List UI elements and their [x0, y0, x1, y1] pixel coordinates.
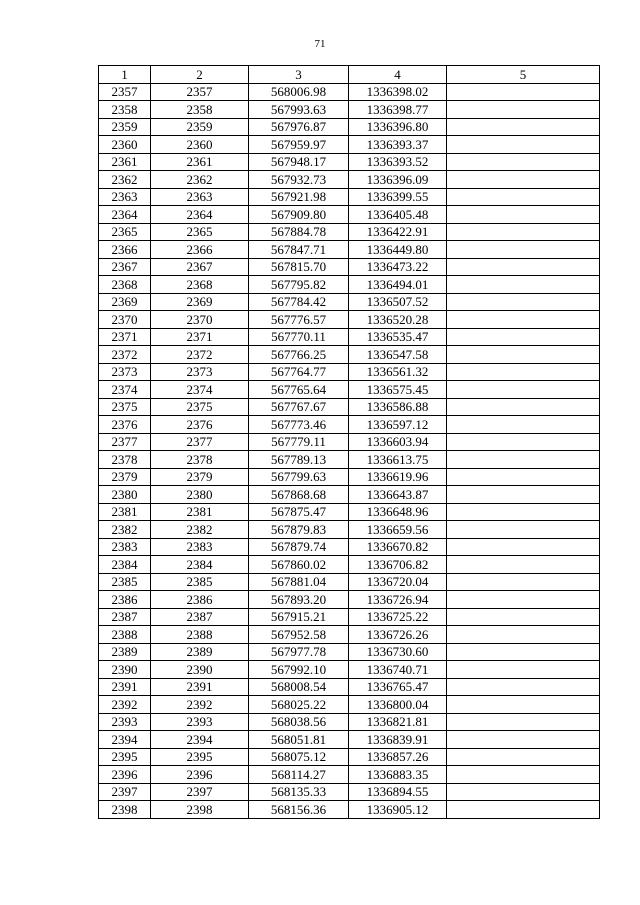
table-cell-col-5: [447, 713, 600, 731]
table-cell-col-2: 2398: [151, 801, 249, 819]
table-cell-col-3: 567879.74: [249, 538, 349, 556]
table-cell-col-5: [447, 486, 600, 504]
table-cell-col-2: 2368: [151, 276, 249, 294]
table-row: [99, 766, 600, 784]
table-cell-col-1: 2374: [99, 381, 151, 399]
table-row: [99, 573, 600, 591]
table-cell-col-4: 1336857.26: [349, 748, 447, 766]
table-cell-col-3: 567884.78: [249, 223, 349, 241]
table-cell-col-2: 2390: [151, 661, 249, 679]
table-cell-col-2: 2378: [151, 451, 249, 469]
table-cell-col-2: 2359: [151, 118, 249, 136]
table-cell-col-4: 1336883.35: [349, 766, 447, 784]
table-row: [99, 783, 600, 801]
table-cell-col-1: 2369: [99, 293, 151, 311]
table-row: [99, 591, 600, 609]
table-cell-col-2: 2362: [151, 171, 249, 189]
table-cell-col-1: 2397: [99, 783, 151, 801]
table-cell-col-2: 2396: [151, 766, 249, 784]
table-cell-col-1: 2391: [99, 678, 151, 696]
table-cell-col-4: 1336670.82: [349, 538, 447, 556]
table-cell-col-1: 2361: [99, 153, 151, 171]
table-row: [99, 521, 600, 539]
table-cell-col-5: [447, 311, 600, 329]
table-cell-col-2: 2387: [151, 608, 249, 626]
table-row: [99, 678, 600, 696]
table-row: [99, 556, 600, 574]
table-cell-col-2: 2391: [151, 678, 249, 696]
table-cell-col-5: [447, 468, 600, 486]
table-cell-col-1: 2378: [99, 451, 151, 469]
table-cell-col-1: 2393: [99, 713, 151, 731]
table-cell-col-1: 2395: [99, 748, 151, 766]
table-cell-col-2: 2367: [151, 258, 249, 276]
table-cell-col-2: 2384: [151, 556, 249, 574]
table-cell-col-3: 567976.87: [249, 118, 349, 136]
table-cell-col-2: 2380: [151, 486, 249, 504]
table-cell-col-1: 2370: [99, 311, 151, 329]
table-cell-col-3: 567915.21: [249, 608, 349, 626]
table-cell-col-2: 2397: [151, 783, 249, 801]
table-cell-col-3: 567784.42: [249, 293, 349, 311]
table-cell-col-2: 2374: [151, 381, 249, 399]
table-cell-col-4: 1336398.77: [349, 101, 447, 119]
table-cell-col-5: [447, 591, 600, 609]
table-cell-col-4: 1336765.47: [349, 678, 447, 696]
table-cell-col-3: 567977.78: [249, 643, 349, 661]
table-cell-col-3: 568051.81: [249, 731, 349, 749]
table-cell-col-5: [447, 398, 600, 416]
table-cell-col-1: 2364: [99, 206, 151, 224]
table-cell-col-2: 2394: [151, 731, 249, 749]
table-cell-col-5: [447, 136, 600, 154]
header-cell-5: 5: [447, 66, 600, 84]
table-cell-col-2: 2375: [151, 398, 249, 416]
table-cell-col-1: 2388: [99, 626, 151, 644]
table-cell-col-1: 2375: [99, 398, 151, 416]
table-cell-col-5: [447, 731, 600, 749]
table-cell-col-3: 568025.22: [249, 696, 349, 714]
table-cell-col-1: 2398: [99, 801, 151, 819]
table-cell-col-4: 1336613.75: [349, 451, 447, 469]
table-cell-col-2: 2382: [151, 521, 249, 539]
table-cell-col-3: 568135.33: [249, 783, 349, 801]
table-row: [99, 101, 600, 119]
table-cell-col-1: 2367: [99, 258, 151, 276]
table-cell-col-4: 1336520.28: [349, 311, 447, 329]
table-cell-col-4: 1336422.91: [349, 223, 447, 241]
table-cell-col-1: 2381: [99, 503, 151, 521]
table-cell-col-4: 1336839.91: [349, 731, 447, 749]
table-cell-col-1: 2366: [99, 241, 151, 259]
table-cell-col-2: 2371: [151, 328, 249, 346]
table-row: [99, 136, 600, 154]
table-cell-col-1: 2368: [99, 276, 151, 294]
table-cell-col-3: 567875.47: [249, 503, 349, 521]
table-row: [99, 241, 600, 259]
table-cell-col-4: 1336730.60: [349, 643, 447, 661]
table-cell-col-4: 1336586.88: [349, 398, 447, 416]
table-cell-col-1: 2389: [99, 643, 151, 661]
table-cell-col-4: 1336547.58: [349, 346, 447, 364]
table-cell-col-4: 1336535.47: [349, 328, 447, 346]
table-cell-col-5: [447, 433, 600, 451]
table-cell-col-1: 2376: [99, 416, 151, 434]
table-cell-col-5: [447, 573, 600, 591]
table-row: [99, 363, 600, 381]
table-cell-col-3: 567909.80: [249, 206, 349, 224]
table-row: [99, 118, 600, 136]
table-cell-col-5: [447, 696, 600, 714]
table-row: [99, 416, 600, 434]
table-cell-col-5: [447, 748, 600, 766]
table-cell-col-5: [447, 101, 600, 119]
table-cell-col-4: 1336726.94: [349, 591, 447, 609]
table-cell-col-3: 567893.20: [249, 591, 349, 609]
table-cell-col-1: 2386: [99, 591, 151, 609]
table-cell-col-4: 1336597.12: [349, 416, 447, 434]
table-cell-col-3: 567948.17: [249, 153, 349, 171]
table-cell-col-4: 1336720.04: [349, 573, 447, 591]
table-cell-col-4: 1336619.96: [349, 468, 447, 486]
table-cell-col-2: 2370: [151, 311, 249, 329]
table-cell-col-1: 2362: [99, 171, 151, 189]
table-row: [99, 451, 600, 469]
table-cell-col-2: 2381: [151, 503, 249, 521]
header-cell-3: 3: [249, 66, 349, 84]
table-cell-col-4: 1336494.01: [349, 276, 447, 294]
table-body: [99, 83, 600, 818]
table-cell-col-2: 2377: [151, 433, 249, 451]
table-row: [99, 188, 600, 206]
table-cell-col-2: 2357: [151, 83, 249, 101]
table-cell-col-4: 1336648.96: [349, 503, 447, 521]
table-cell-col-5: [447, 678, 600, 696]
table-row: [99, 468, 600, 486]
table-cell-col-1: 2373: [99, 363, 151, 381]
table-cell-col-4: 1336575.45: [349, 381, 447, 399]
table-cell-col-4: 1336643.87: [349, 486, 447, 504]
header-cell-1: 1: [99, 66, 151, 84]
table-row: [99, 83, 600, 101]
table-cell-col-3: 567766.25: [249, 346, 349, 364]
table-cell-col-2: 2379: [151, 468, 249, 486]
table-cell-col-5: [447, 223, 600, 241]
table-row: [99, 311, 600, 329]
table-cell-col-5: [447, 783, 600, 801]
table-cell-col-4: 1336399.55: [349, 188, 447, 206]
table-row: [99, 661, 600, 679]
table-cell-col-2: 2389: [151, 643, 249, 661]
header-cell-4: 4: [349, 66, 447, 84]
table-cell-col-3: 567881.04: [249, 573, 349, 591]
table-row: [99, 696, 600, 714]
table-cell-col-2: 2361: [151, 153, 249, 171]
table-cell-col-2: 2372: [151, 346, 249, 364]
table-cell-col-3: 567993.63: [249, 101, 349, 119]
table-row: [99, 153, 600, 171]
table-cell-col-5: [447, 643, 600, 661]
table-row: [99, 381, 600, 399]
page-number: 71: [314, 38, 326, 50]
table-row: [99, 346, 600, 364]
table-cell-col-5: [447, 521, 600, 539]
table-cell-col-2: 2392: [151, 696, 249, 714]
table-cell-col-5: [447, 346, 600, 364]
table-header-row: [99, 66, 600, 84]
table-cell-col-2: 2364: [151, 206, 249, 224]
table-row: [99, 223, 600, 241]
table-cell-col-5: [447, 661, 600, 679]
table-cell-col-2: 2386: [151, 591, 249, 609]
table-cell-col-5: [447, 188, 600, 206]
table-cell-col-2: 2373: [151, 363, 249, 381]
table-row: [99, 731, 600, 749]
table-cell-col-3: 568038.56: [249, 713, 349, 731]
table-cell-col-4: 1336725.22: [349, 608, 447, 626]
table-cell-col-4: 1336894.55: [349, 783, 447, 801]
table-row: [99, 503, 600, 521]
table-cell-col-5: [447, 206, 600, 224]
table-cell-col-4: 1336393.52: [349, 153, 447, 171]
table-cell-col-2: 2385: [151, 573, 249, 591]
table-cell-col-1: 2383: [99, 538, 151, 556]
table-row: [99, 433, 600, 451]
table-cell-col-1: 2396: [99, 766, 151, 784]
table-cell-col-1: 2357: [99, 83, 151, 101]
table-cell-col-4: 1336603.94: [349, 433, 447, 451]
table-row: [99, 398, 600, 416]
table-cell-col-5: [447, 626, 600, 644]
table-row: [99, 258, 600, 276]
table-cell-col-3: 567879.83: [249, 521, 349, 539]
table-cell-col-4: 1336405.48: [349, 206, 447, 224]
table-cell-col-5: [447, 381, 600, 399]
table-cell-col-5: [447, 416, 600, 434]
table-cell-col-5: [447, 503, 600, 521]
table-cell-col-3: 567959.97: [249, 136, 349, 154]
table-row: [99, 276, 600, 294]
table-cell-col-1: 2384: [99, 556, 151, 574]
table-cell-col-1: 2392: [99, 696, 151, 714]
table-row: [99, 626, 600, 644]
table-cell-col-3: 568114.27: [249, 766, 349, 784]
table-cell-col-3: 568075.12: [249, 748, 349, 766]
table-cell-col-3: 567764.77: [249, 363, 349, 381]
table-cell-col-1: 2387: [99, 608, 151, 626]
table-cell-col-5: [447, 451, 600, 469]
table-cell-col-5: [447, 328, 600, 346]
table-cell-col-1: 2390: [99, 661, 151, 679]
table-cell-col-3: 567868.68: [249, 486, 349, 504]
table-row: [99, 748, 600, 766]
table-cell-col-3: 567789.13: [249, 451, 349, 469]
table-cell-col-4: 1336561.32: [349, 363, 447, 381]
table-cell-col-1: 2363: [99, 188, 151, 206]
table-cell-col-5: [447, 363, 600, 381]
table-cell-col-5: [447, 83, 600, 101]
table-cell-col-3: 567795.82: [249, 276, 349, 294]
header-cell-2: 2: [151, 66, 249, 84]
table-cell-col-4: 1336396.09: [349, 171, 447, 189]
table-cell-col-2: 2363: [151, 188, 249, 206]
table-cell-col-1: 2372: [99, 346, 151, 364]
table-cell-col-5: [447, 608, 600, 626]
table-cell-col-5: [447, 766, 600, 784]
table-cell-col-3: 567765.64: [249, 381, 349, 399]
table-cell-col-5: [447, 293, 600, 311]
table-cell-col-2: 2365: [151, 223, 249, 241]
table-cell-col-5: [447, 171, 600, 189]
table-cell-col-4: 1336706.82: [349, 556, 447, 574]
table-cell-col-1: 2377: [99, 433, 151, 451]
table-cell-col-4: 1336473.22: [349, 258, 447, 276]
table-cell-col-1: 2382: [99, 521, 151, 539]
table-cell-col-2: 2366: [151, 241, 249, 259]
table-cell-col-2: 2388: [151, 626, 249, 644]
table-cell-col-1: 2371: [99, 328, 151, 346]
table-cell-col-3: 568156.36: [249, 801, 349, 819]
table-row: [99, 171, 600, 189]
table-cell-col-5: [447, 538, 600, 556]
table-cell-col-4: 1336800.04: [349, 696, 447, 714]
table-row: [99, 486, 600, 504]
table-cell-col-2: 2360: [151, 136, 249, 154]
table-cell-col-4: 1336659.56: [349, 521, 447, 539]
table-cell-col-2: 2376: [151, 416, 249, 434]
table-cell-col-1: 2365: [99, 223, 151, 241]
table-cell-col-3: 567921.98: [249, 188, 349, 206]
table-cell-col-1: 2385: [99, 573, 151, 591]
table-row: [99, 206, 600, 224]
table-cell-col-1: 2394: [99, 731, 151, 749]
table-cell-col-4: 1336821.81: [349, 713, 447, 731]
table-cell-col-4: 1336398.02: [349, 83, 447, 101]
table-cell-col-3: 567770.11: [249, 328, 349, 346]
table-cell-col-4: 1336726.26: [349, 626, 447, 644]
table-row: [99, 608, 600, 626]
table-cell-col-4: 1336740.71: [349, 661, 447, 679]
table-cell-col-2: 2395: [151, 748, 249, 766]
table-cell-col-2: 2393: [151, 713, 249, 731]
table-cell-col-3: 567779.11: [249, 433, 349, 451]
table-row: [99, 713, 600, 731]
table-cell-col-3: 567773.46: [249, 416, 349, 434]
table-cell-col-2: 2369: [151, 293, 249, 311]
table-cell-col-4: 1336449.80: [349, 241, 447, 259]
table-cell-col-3: 567799.63: [249, 468, 349, 486]
table-row: [99, 801, 600, 819]
table-cell-col-5: [447, 556, 600, 574]
table-cell-col-4: 1336396.80: [349, 118, 447, 136]
table-cell-col-1: 2358: [99, 101, 151, 119]
coordinates-table: [98, 65, 600, 819]
table-row: [99, 328, 600, 346]
table-cell-col-2: 2383: [151, 538, 249, 556]
table-cell-col-1: 2359: [99, 118, 151, 136]
table-cell-col-5: [447, 241, 600, 259]
table-cell-col-3: 568006.98: [249, 83, 349, 101]
table-cell-col-3: 568008.54: [249, 678, 349, 696]
table-cell-col-5: [447, 258, 600, 276]
table-cell-col-5: [447, 118, 600, 136]
table-cell-col-3: 567860.02: [249, 556, 349, 574]
table-cell-col-5: [447, 801, 600, 819]
table-cell-col-1: 2380: [99, 486, 151, 504]
table-row: [99, 538, 600, 556]
table-cell-col-4: 1336393.37: [349, 136, 447, 154]
table-cell-col-3: 567815.70: [249, 258, 349, 276]
table-cell-col-4: 1336905.12: [349, 801, 447, 819]
table-row: [99, 293, 600, 311]
table-cell-col-3: 567776.57: [249, 311, 349, 329]
table-cell-col-4: 1336507.52: [349, 293, 447, 311]
table-cell-col-3: 567767.67: [249, 398, 349, 416]
table-cell-col-3: 567952.58: [249, 626, 349, 644]
table-cell-col-3: 567992.10: [249, 661, 349, 679]
table-row: [99, 643, 600, 661]
table-cell-col-5: [447, 276, 600, 294]
table-cell-col-1: 2379: [99, 468, 151, 486]
table-cell-col-3: 567847.71: [249, 241, 349, 259]
table-cell-col-1: 2360: [99, 136, 151, 154]
table-cell-col-2: 2358: [151, 101, 249, 119]
table-cell-col-5: [447, 153, 600, 171]
table-cell-col-3: 567932.73: [249, 171, 349, 189]
